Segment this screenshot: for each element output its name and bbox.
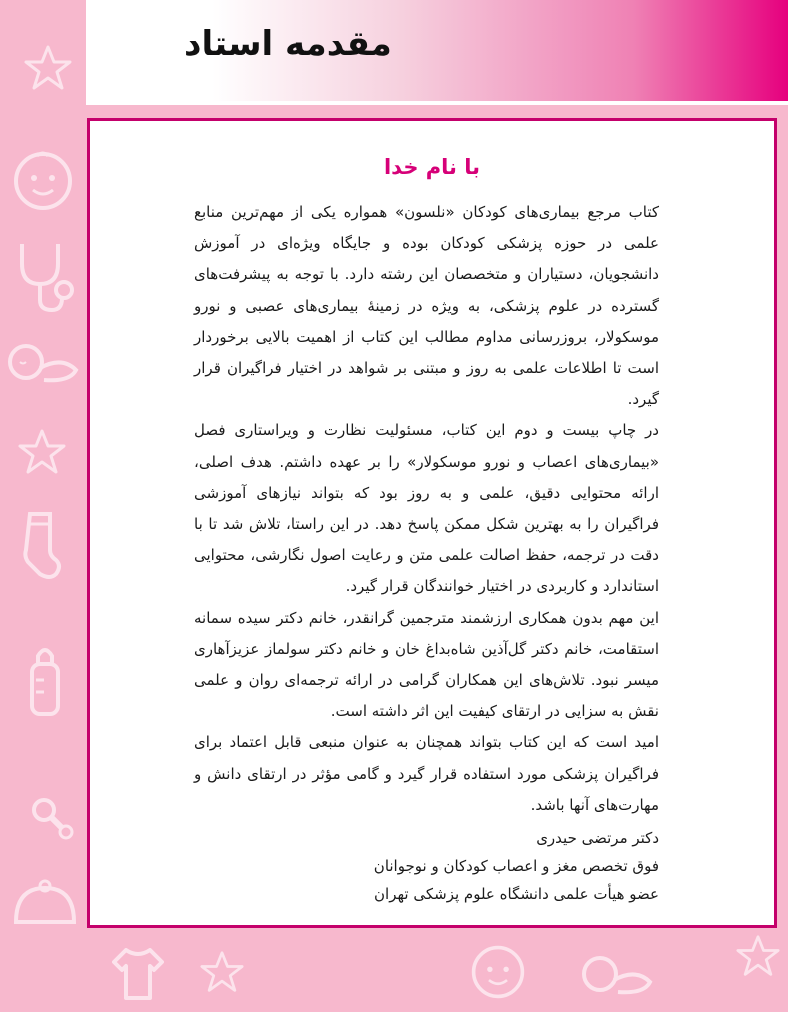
pacifier-icon: [26, 792, 76, 842]
star-icon: [736, 934, 780, 978]
paragraph: امید است که این کتاب بتواند همچنان به عنوان منبعی قابل اعتماد برای فراگیران پزشکی مورد استفاده قرار گیرد و گامی مؤثر در ارتقای دانش و مهارت‌های آنها باشد.: [194, 733, 659, 814]
sleeping-baby-icon: [4, 338, 80, 388]
page-header: [86, 0, 788, 105]
signature-title: فوق تخصص مغز و اعصاب کودکان و نوجوانان: [373, 857, 659, 875]
paragraph: این مهم بدون همکاری ارزشمند مترجمین گرانقدر، خانم دکتر سیده سمانه استقامت، خانم دکتر گل‌آذین شاه‌بداغ خان و خانم دکتر سولماز عزیزآهاری میسر نبود. تلاش‌های این همکاران گرامی در ارائه ترجمه‌ای روان و علمی نقش به سزایی در ارتقای کیفیت این اثر داشته است.: [194, 608, 659, 721]
signature-affiliation: عضو هیأت علمی دانشگاه علوم پزشکی تهران: [374, 885, 659, 903]
sock-icon: [20, 510, 64, 580]
page-title: مقدمه استاد: [184, 24, 392, 64]
baby-hat-icon: [10, 878, 80, 932]
content-frame: [87, 118, 777, 928]
star-icon: [18, 428, 66, 476]
star-icon: [24, 44, 72, 92]
baby-face-icon: [470, 944, 526, 1000]
signature-name: دکتر مرتضی حیدری: [536, 829, 659, 847]
section-heading: با نام خدا: [383, 155, 481, 179]
sleeping-baby-icon: [578, 950, 654, 1000]
paragraph: در چاپ بیست و دوم این کتاب، مسئولیت نظارت و ویراستاری فصل «بیماری‌های اعصاب و نورو موسکولار» را بر عهده داشتم. هدف اصلی، ارائه محتوایی دقیق، علمی و به روز بود که بتواند نیازهای آموزشی فراگیران را به بهترین شکل ممکن پاسخ دهد. در این راستا، تلاش شد تا با دقت در ترجمه، حفظ اصالت علمی متن و رعایت اصول نگارشی، محتوایی استاندارد و کاربردی در اختیار خوانندگان قرار گیرد.: [194, 421, 659, 596]
stethoscope-icon: [8, 238, 78, 318]
onesie-icon: [108, 944, 168, 1004]
body-text: [194, 197, 659, 821]
baby-face-icon: [12, 150, 74, 212]
star-icon: [200, 950, 244, 994]
baby-bottle-icon: [22, 640, 68, 720]
signature-block: [224, 824, 659, 908]
paragraph: کتاب مرجع بیماری‌های کودکان «نلسون» همواره یکی از مهم‌ترین منابع علمی در حوزه پزشکی کودکان بوده و جایگاه ویژه‌ای در آموزش دانشجویان، دستیاران و متخصصان این رشته دارد. با توجه به پیشرفت‌های گسترده در علوم پزشکی، به ویژه در زمینهٔ بیماری‌های عصبی و نورو موسکولار، بروزرسانی مداوم مطالب این کتاب از اهمیت بالایی برخوردار است تا اطلاعات علمی به روز و مبتنی بر شواهد در اختیار فراگیران قرار گیرد.: [194, 203, 659, 409]
